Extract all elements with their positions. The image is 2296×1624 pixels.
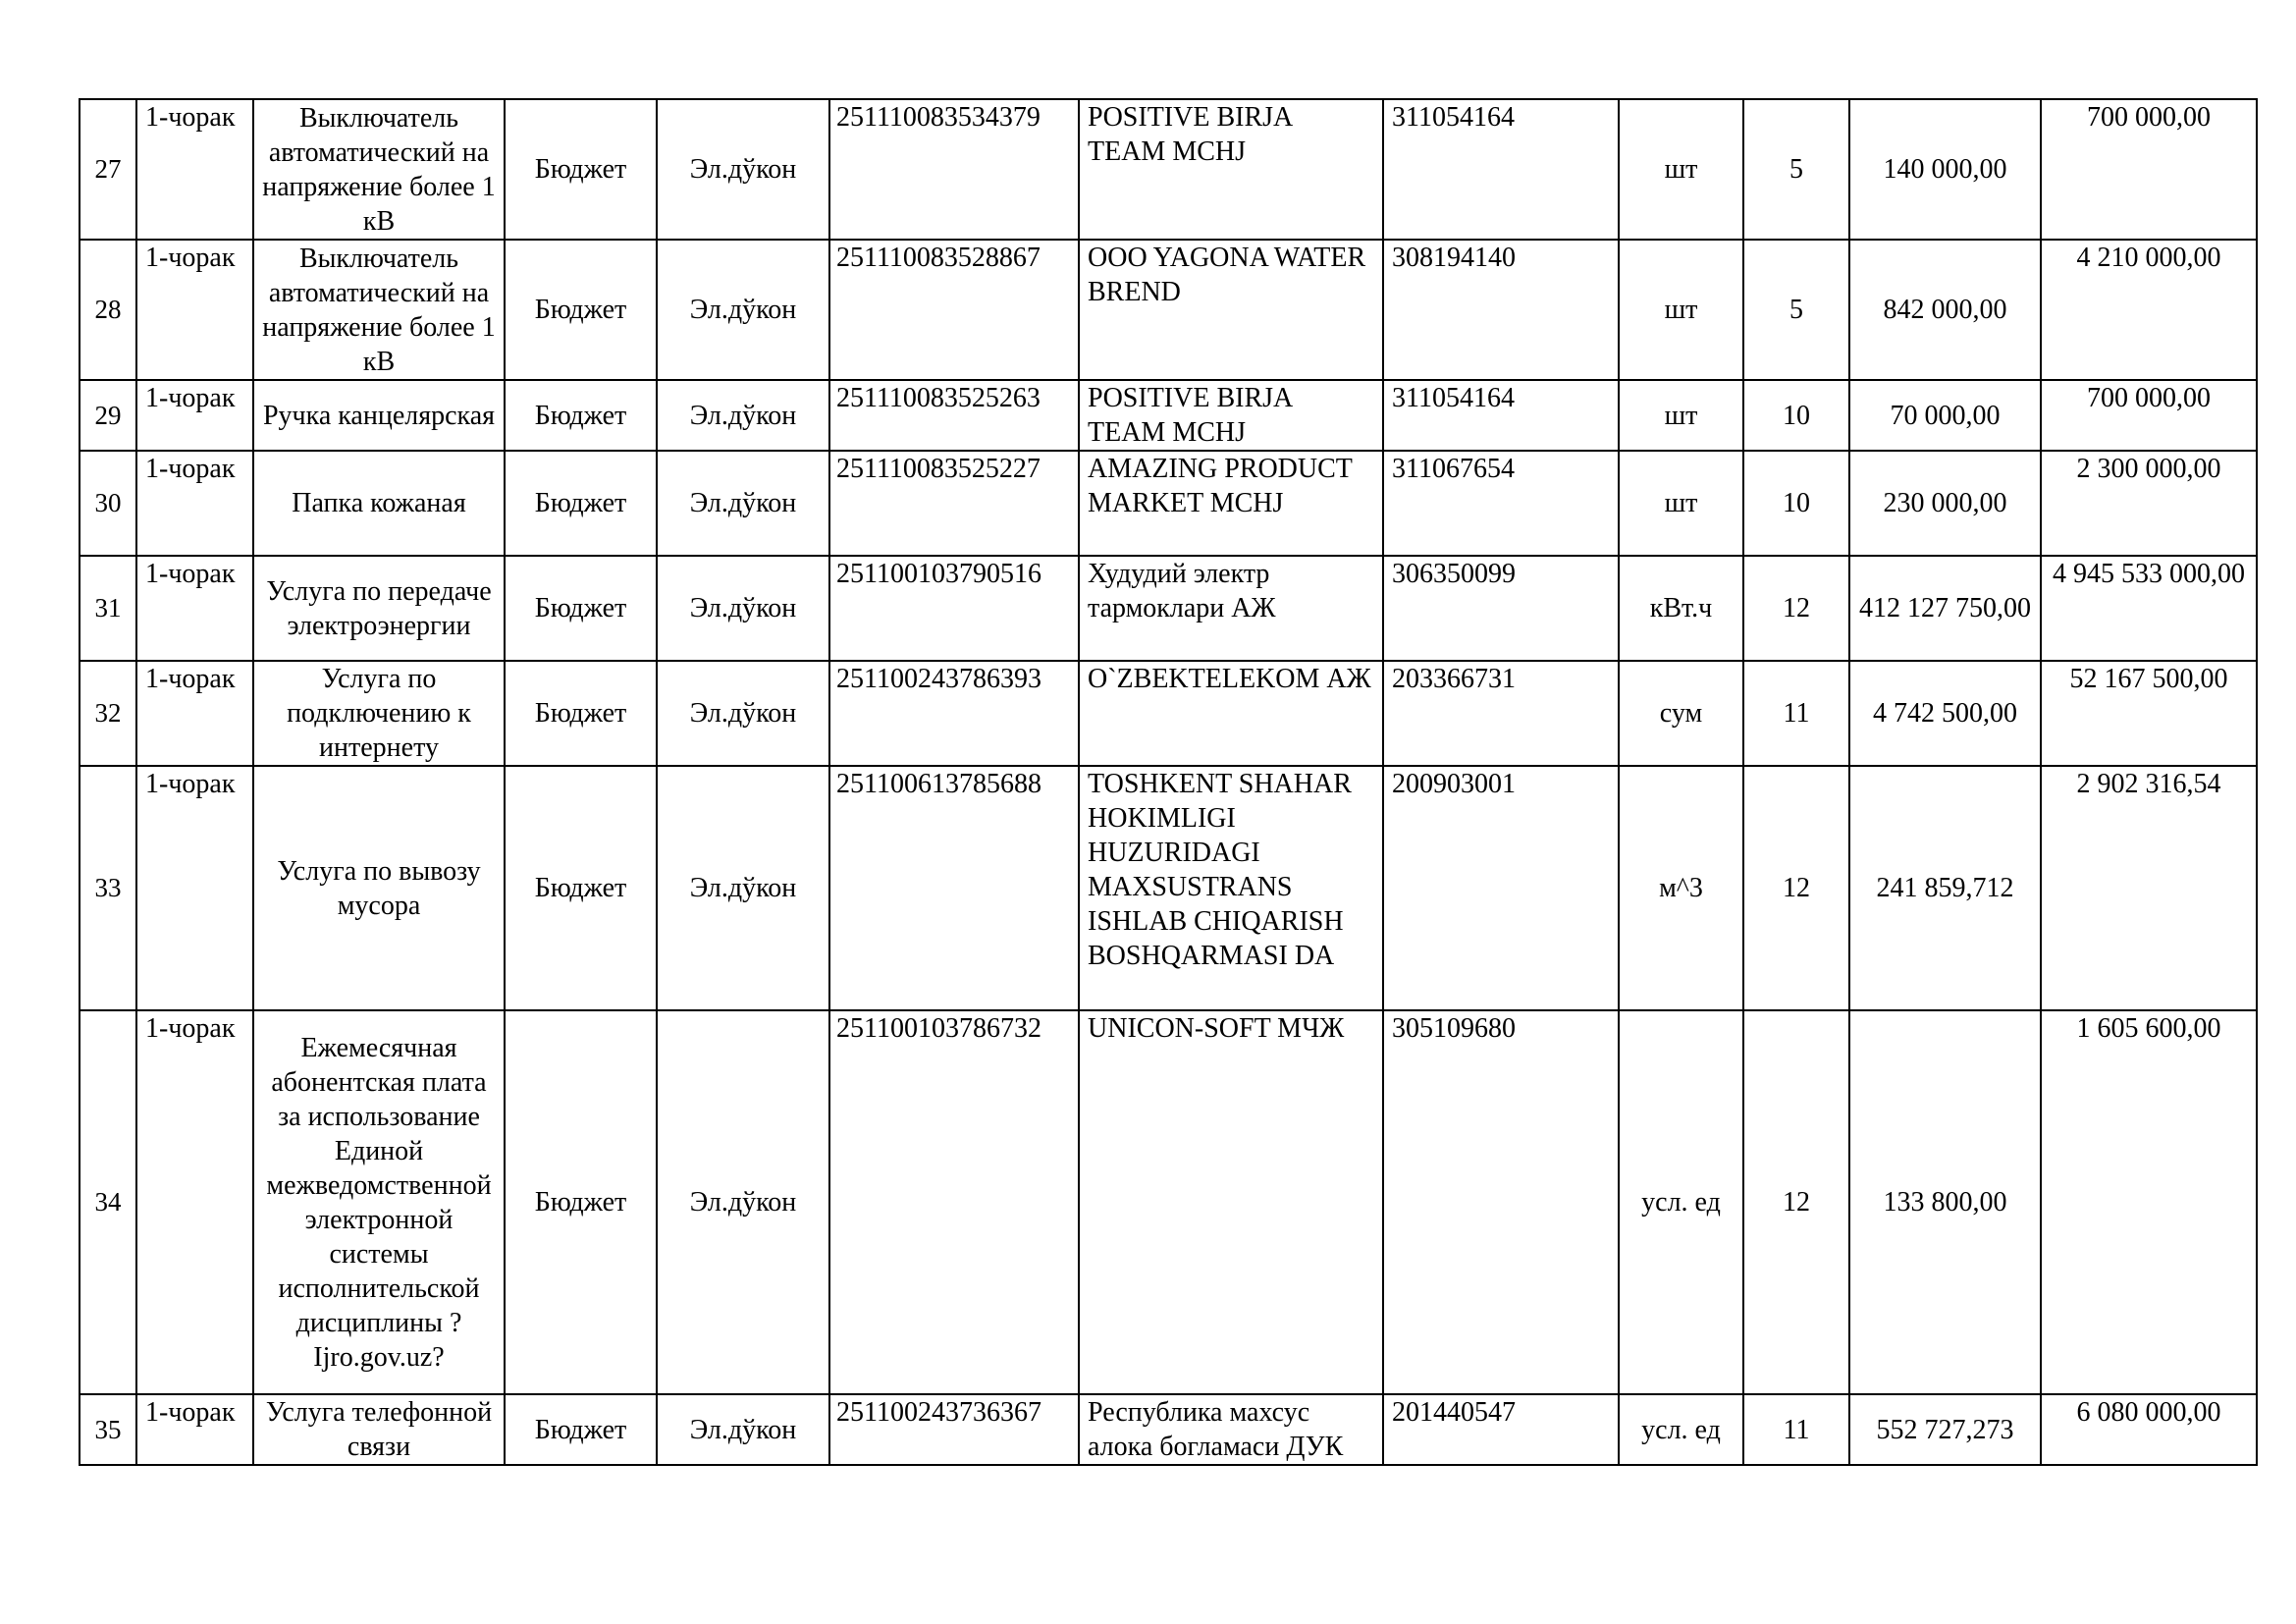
quantity-cell: 11 [1743,661,1849,766]
supplier-inn-cell: 311054164 [1383,99,1619,240]
funding-source-cell: Бюджет [505,1010,657,1394]
unit-price-cell: 842 000,00 [1849,240,2041,380]
supplier-name-cell: POSITIVE BIRJA TEAM MCHJ [1079,99,1383,240]
row-number: 30 [80,451,136,556]
quantity-cell: 11 [1743,1394,1849,1465]
total-amount-cell: 52 167 500,00 [2041,661,2257,766]
contract-number-cell: 251110083528867 [829,240,1079,380]
supplier-inn-cell: 200903001 [1383,766,1619,1010]
quantity-cell: 10 [1743,451,1849,556]
quarter-cell: 1-чорак [136,766,253,1010]
row-number: 29 [80,380,136,451]
table-row [80,1394,2257,1465]
row-number: 31 [80,556,136,661]
row-number: 27 [80,99,136,240]
supplier-name-cell: Худудий электр тармоклари АЖ [1079,556,1383,661]
table-row [80,556,2257,661]
contract-number-cell: 251100243786393 [829,661,1079,766]
item-name-cell: Услуга по передаче электроэнергии [253,556,505,661]
total-amount-cell: 700 000,00 [2041,380,2257,451]
item-name-cell: Выключатель автоматический на напряжение более 1 кВ [253,99,505,240]
procurement-method-cell: Эл.дўкон [657,556,829,661]
item-name-cell: Папка кожаная [253,451,505,556]
unit-cell: шт [1619,380,1743,451]
item-name-cell: Услуга по подключению к интернету [253,661,505,766]
funding-source-cell: Бюджет [505,1394,657,1465]
quarter-cell: 1-чорак [136,556,253,661]
item-name-cell: Услуга по вывозу мусора [253,766,505,1010]
quarter-cell: 1-чорак [136,99,253,240]
quantity-cell: 5 [1743,99,1849,240]
procurement-method-cell: Эл.дўкон [657,380,829,451]
row-number: 35 [80,1394,136,1465]
total-amount-cell: 1 605 600,00 [2041,1010,2257,1394]
procurement-method-cell: Эл.дўкон [657,1010,829,1394]
row-number: 28 [80,240,136,380]
supplier-inn-cell: 201440547 [1383,1394,1619,1465]
total-amount-cell: 6 080 000,00 [2041,1394,2257,1465]
quarter-cell: 1-чорак [136,240,253,380]
quarter-cell: 1-чорак [136,451,253,556]
quarter-cell: 1-чорак [136,661,253,766]
unit-cell: шт [1619,99,1743,240]
quantity-cell: 12 [1743,556,1849,661]
supplier-name-cell: POSITIVE BIRJA TEAM MCHJ [1079,380,1383,451]
unit-price-cell: 70 000,00 [1849,380,2041,451]
table-row [80,451,2257,556]
unit-cell: шт [1619,451,1743,556]
total-amount-cell: 2 300 000,00 [2041,451,2257,556]
unit-cell: усл. ед [1619,1010,1743,1394]
unit-price-cell: 230 000,00 [1849,451,2041,556]
quarter-cell: 1-чорак [136,1394,253,1465]
unit-price-cell: 412 127 750,00 [1849,556,2041,661]
table-row [80,661,2257,766]
contract-number-cell: 251110083525227 [829,451,1079,556]
supplier-name-cell: OOO YAGONA WATER BREND [1079,240,1383,380]
procurement-method-cell: Эл.дўкон [657,451,829,556]
row-number: 33 [80,766,136,1010]
funding-source-cell: Бюджет [505,556,657,661]
table-row [80,380,2257,451]
quarter-cell: 1-чорак [136,1010,253,1394]
funding-source-cell: Бюджет [505,99,657,240]
procurement-method-cell: Эл.дўкон [657,99,829,240]
unit-cell: кВт.ч [1619,556,1743,661]
contract-number-cell: 251100243736367 [829,1394,1079,1465]
procurement-method-cell: Эл.дўкон [657,240,829,380]
quantity-cell: 12 [1743,766,1849,1010]
funding-source-cell: Бюджет [505,451,657,556]
contract-number-cell: 251110083534379 [829,99,1079,240]
item-name-cell: Ежемесячная абонентская плата за использование Единой межведомственной электронной системы исполнительской дисциплины ?Ijro.gov.uz? [253,1010,505,1394]
table-body [80,99,2257,1465]
contract-number-cell: 251100103786732 [829,1010,1079,1394]
quantity-cell: 5 [1743,240,1849,380]
item-name-cell: Услуга телефонной связи [253,1394,505,1465]
row-number: 32 [80,661,136,766]
row-number: 34 [80,1010,136,1394]
item-name-cell: Выключатель автоматический на напряжение более 1 кВ [253,240,505,380]
item-name-cell: Ручка канцелярская [253,380,505,451]
funding-source-cell: Бюджет [505,380,657,451]
unit-price-cell: 552 727,273 [1849,1394,2041,1465]
table-row [80,766,2257,1010]
total-amount-cell: 2 902 316,54 [2041,766,2257,1010]
procurement-table [79,98,2258,1466]
supplier-name-cell: O`ZBEKTELEKOM АЖ [1079,661,1383,766]
supplier-inn-cell: 305109680 [1383,1010,1619,1394]
funding-source-cell: Бюджет [505,766,657,1010]
supplier-name-cell: AMAZING PRODUCT MARKET MCHJ [1079,451,1383,556]
quantity-cell: 12 [1743,1010,1849,1394]
unit-price-cell: 4 742 500,00 [1849,661,2041,766]
procurement-method-cell: Эл.дўкон [657,1394,829,1465]
contract-number-cell: 251110083525263 [829,380,1079,451]
total-amount-cell: 4 210 000,00 [2041,240,2257,380]
supplier-inn-cell: 311067654 [1383,451,1619,556]
unit-cell: м^3 [1619,766,1743,1010]
unit-cell: шт [1619,240,1743,380]
contract-number-cell: 251100103790516 [829,556,1079,661]
unit-cell: усл. ед [1619,1394,1743,1465]
supplier-name-cell: Республика махсус алока богламаси ДУК [1079,1394,1383,1465]
unit-price-cell: 133 800,00 [1849,1010,2041,1394]
contract-number-cell: 251100613785688 [829,766,1079,1010]
unit-price-cell: 140 000,00 [1849,99,2041,240]
procurement-method-cell: Эл.дўкон [657,661,829,766]
procurement-method-cell: Эл.дўкон [657,766,829,1010]
table-row [80,1010,2257,1394]
total-amount-cell: 700 000,00 [2041,99,2257,240]
unit-price-cell: 241 859,712 [1849,766,2041,1010]
table-row [80,99,2257,240]
table-row [80,240,2257,380]
supplier-name-cell: UNICON-SOFT МЧЖ [1079,1010,1383,1394]
funding-source-cell: Бюджет [505,661,657,766]
total-amount-cell: 4 945 533 000,00 [2041,556,2257,661]
funding-source-cell: Бюджет [505,240,657,380]
quarter-cell: 1-чорак [136,380,253,451]
supplier-name-cell: TOSHKENT SHAHAR HOKIMLIGI HUZURIDAGI MAXSUSTRANS ISHLAB CHIQARISH BOSHQARMASI DA [1079,766,1383,1010]
quantity-cell: 10 [1743,380,1849,451]
unit-cell: сум [1619,661,1743,766]
supplier-inn-cell: 306350099 [1383,556,1619,661]
supplier-inn-cell: 203366731 [1383,661,1619,766]
supplier-inn-cell: 308194140 [1383,240,1619,380]
supplier-inn-cell: 311054164 [1383,380,1619,451]
